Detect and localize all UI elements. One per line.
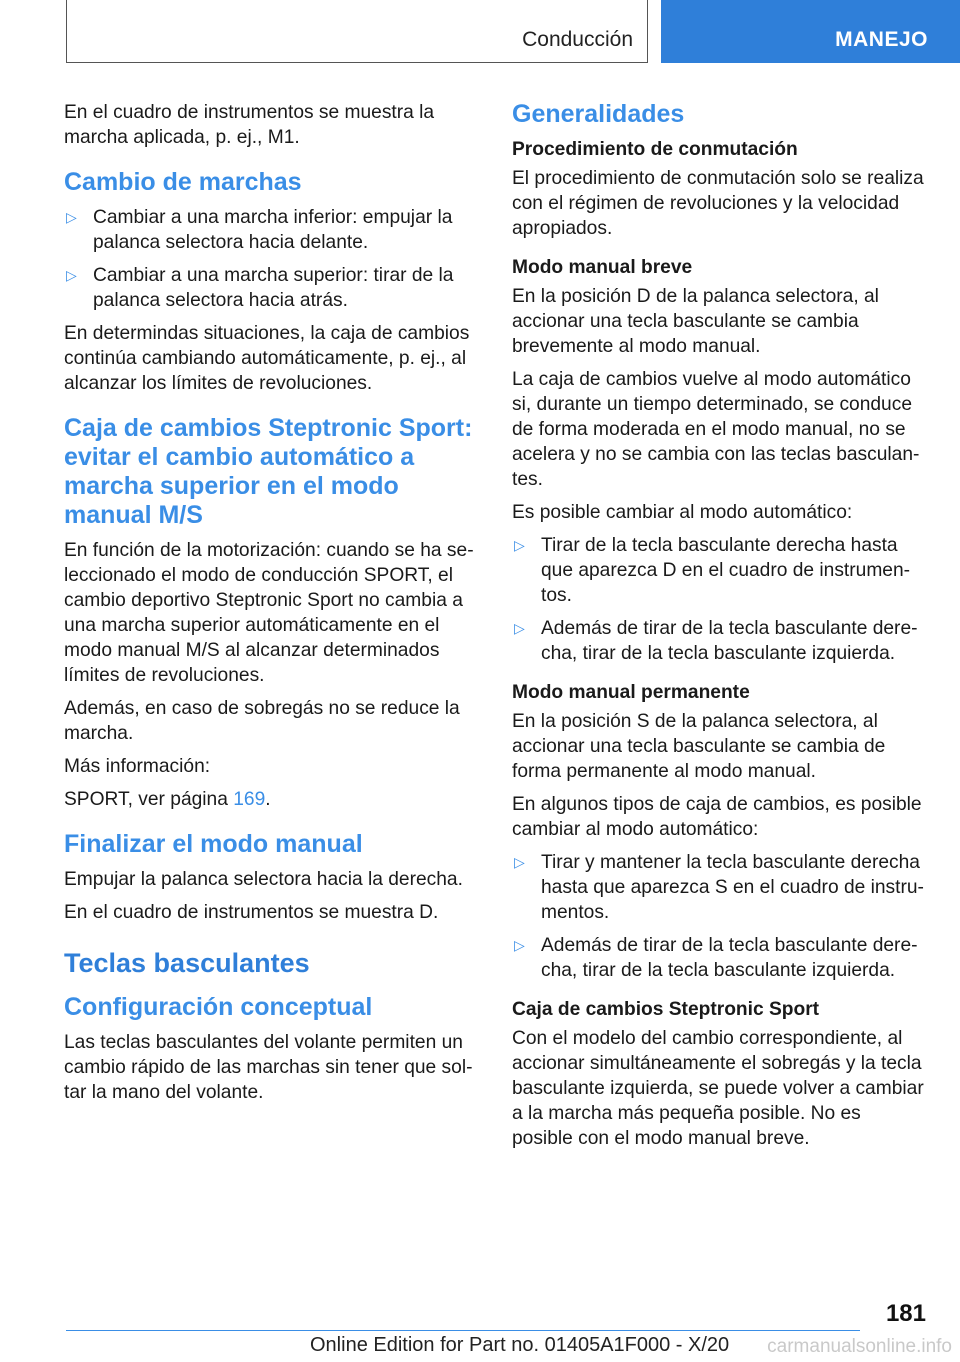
subheading-procedimiento: Procedimiento de conmutación [512, 139, 798, 160]
finalizar-paragraph-2: En el cuadro de instrumentos se muestra D. [64, 902, 439, 923]
heading-finalizar-modo-manual: Finalizar el modo manual [64, 830, 363, 858]
permanente-list [512, 850, 924, 983]
list-item: ▷ Además de tirar de la tecla basculante derecha, tirar de la tecla basculante izquierda. [514, 618, 918, 664]
sport-paragraph: Con el modelo del cambio correspondiente, al accionar simultáneamente el sobregás y la tecla basculante izquierda, se puede volver a cambiar a la marcha más pequeña posible. No es posible con el modo manual breve. [512, 1028, 924, 1149]
footer-divider [66, 1330, 860, 1331]
permanente-paragraph-2: En algunos tipos de caja de cambios, es posible cambiar al modo automático: [512, 794, 922, 840]
list-item: ▷ Además de tirar de la tecla basculante derecha, tirar de la tecla basculante izquierda. [514, 935, 918, 981]
triangle-bullet-icon: ▷ [66, 267, 77, 283]
page-number: 181 [885, 1300, 926, 1327]
header-section-title: Conducción [522, 28, 633, 51]
subheading-steptronic-sport: Caja de cambios Steptronic Sport [512, 999, 820, 1020]
heading-steptronic-sport: Caja de cambios Steptronic Sport: evitar el cambio automático a marcha superior en el modo manual M/S [64, 414, 473, 529]
header-section-box [66, 0, 648, 63]
header-tab-manejo[interactable] [661, 0, 960, 63]
steptronic-paragraph-1: En función de la motorización: cuando se ha seleccionado el modo de conducción SPORT, el cambio deportivo Steptronic Sport no cambia a una marcha superior automáticamente en el modo manual M/S al alcanzar determinados límites de revoluciones. [64, 540, 474, 686]
triangle-bullet-icon: ▷ [514, 937, 525, 953]
sport-reference: SPORT, ver página 169. [64, 789, 271, 810]
subheading-modo-manual-permanente: Modo manual permanente [512, 682, 750, 703]
config-paragraph: Las teclas basculantes del volante permiten un cambio rápido de las marchas sin tener que soltar la mano del volante. [64, 1032, 473, 1103]
page-link-169[interactable]: 169 [233, 789, 266, 810]
triangle-bullet-icon: ▷ [66, 209, 77, 225]
breve-paragraph-2: La caja de cambios vuelve al modo automático si, durante un tiempo determinado, se conduce de forma moderada en el modo manual, no se acelera y no se cambia con las teclas basculantes. [512, 369, 920, 490]
intro-paragraph: En el cuadro de instrumentos se muestra la marcha aplicada, p. ej., M1. [64, 102, 435, 148]
heading-generalidades: Generalidades [512, 100, 685, 128]
heading-cambio-de-marchas: Cambio de marchas [64, 168, 302, 196]
procedimiento-paragraph: El procedimiento de conmutación solo se realiza con el régimen de revoluciones y la velocidad apropiados. [512, 168, 924, 239]
triangle-bullet-icon: ▷ [514, 537, 525, 553]
list-item: ▷ Tirar y mantener la tecla basculante derecha hasta que aparezca S en el cuadro de instrumentos. [514, 852, 924, 923]
list-item: ▷ Cambiar a una marcha superior: tirar de la palanca selectora hacia atrás. [66, 265, 454, 311]
footer-edition: Online Edition for Part no. 01405A1F000 - X/20 [310, 1334, 730, 1356]
triangle-bullet-icon: ▷ [514, 854, 525, 870]
steptronic-paragraph-2: Además, en caso de sobregás no se reduce la marcha. [64, 698, 460, 744]
finalizar-paragraph-1: Empujar la palanca selectora hacia la derecha. [64, 869, 463, 890]
cambio-note: En determindas situaciones, la caja de cambios continúa cambiando automáticamente, p. ej., al alcanzar los límites de revoluciones. [64, 323, 470, 394]
breve-list [512, 533, 924, 666]
subheading-modo-manual-breve: Modo manual breve [512, 257, 693, 278]
list-item: ▷ Cambiar a una marcha inferior: empujar la palanca selectora hacia delante. [66, 207, 453, 253]
permanente-paragraph-1: En la posición S de la palanca selectora, al accionar una tecla basculante se cambia de forma permanente al modo manual. [512, 711, 886, 782]
breve-paragraph-1: En la posición D de la palanca selectora, al accionar una tecla basculante se cambia brevemente al modo manual. [512, 286, 879, 357]
left-column [64, 100, 476, 1113]
cambio-list [64, 205, 476, 313]
header-tab-label: MANEJO [835, 28, 928, 51]
right-column [512, 100, 924, 1159]
list-item: ▷ Tirar de la tecla basculante derecha hasta que aparezca D en el cuadro de instrumentos. [514, 535, 911, 606]
triangle-bullet-icon: ▷ [514, 620, 525, 636]
watermark: carmanualsonline.info [767, 1336, 952, 1357]
breve-paragraph-3: Es posible cambiar al modo automático: [512, 502, 853, 523]
heading-configuracion-conceptual: Configuración conceptual [64, 993, 373, 1021]
heading-teclas-basculantes: Teclas basculantes [64, 948, 310, 978]
more-info-label: Más información: [64, 756, 211, 777]
